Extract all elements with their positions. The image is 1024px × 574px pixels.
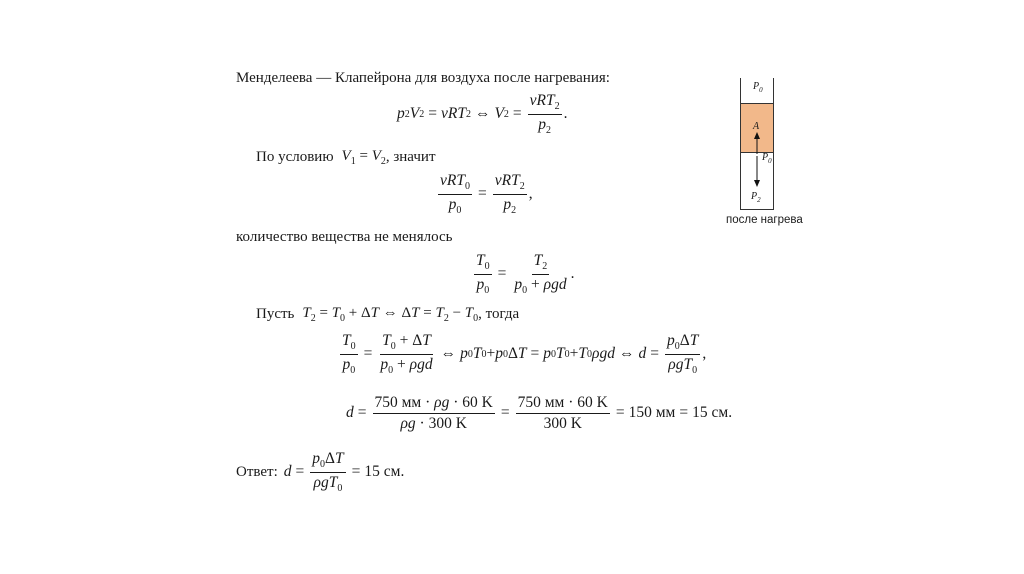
- value-p0: 750: [374, 394, 398, 411]
- unit-k-4: K: [570, 414, 582, 432]
- label-p2: $P_2$: [751, 191, 761, 204]
- answer-unit: см: [383, 463, 401, 481]
- plug-top-boundary: [740, 103, 774, 104]
- tube-wall-right: [773, 78, 774, 210]
- arrow-up-head: [754, 132, 760, 139]
- unit-mm-2: мм: [544, 394, 565, 411]
- value-dt: 60: [462, 394, 478, 411]
- unit-cm-1: см: [711, 404, 729, 422]
- answer-value: 15: [364, 463, 380, 481]
- equation-ratio: $\frac{\nu RT_0}{p_0}$ = $\frac{\nu RT_2}{p_2}$ ,: [440, 172, 533, 216]
- condition-line: По условию $V_1 = V_2$ , значит: [256, 148, 436, 167]
- answer-line: Ответ: d = $\frac{p_0\Delta T}{\rho gT_0}$ = 15 см .: [236, 450, 405, 494]
- diagram-caption: после нагрева: [726, 214, 803, 226]
- unit-k-3: K: [596, 394, 608, 411]
- intro-text: Менделеева — Клапейрона для воздуха после нагревания:: [236, 70, 610, 86]
- force-arrows: [750, 132, 764, 188]
- arrow-down-head: [754, 180, 760, 187]
- unit-k-1: K: [481, 394, 493, 411]
- label-p0-low: $P_0$: [762, 152, 772, 165]
- equation-numeric: d = $\frac{750 мм \cdot \rho g \cdot 60 K}{\rho g \cdot 300 K}$ = $\frac{750 мм \cdot 60 K}{300 K}$ = 150 мм = 15 см .: [346, 394, 733, 432]
- equation-derivation: $\frac{T_0}{p_0}$ = $\frac{T_0 + \Delta T}{p_0 + \rho gd}$ ⇔ p 0 T 0 + p 0 Δ T = p 0 T 0 + T 0 ρgd ⇔ d = $\frac{p_0\Delta T}{\rho gT_0}$ ,: [342, 332, 707, 376]
- label-a: A: [753, 121, 760, 132]
- condition-tail: , значит: [385, 149, 436, 165]
- let-text: Пусть: [256, 306, 295, 322]
- value-dt-2: 60: [577, 394, 593, 411]
- unit-k-2: K: [455, 414, 467, 432]
- value-p0-2: 750: [517, 394, 541, 411]
- tube-diagram: [740, 78, 774, 210]
- label-p0-top: $P_0$: [753, 81, 763, 94]
- unit-mm-3: мм: [655, 404, 676, 422]
- equation-state: p 2 V 2 = νRT 2 ⇔ V 2 = $\frac{\nu RT_2}{p_2}$ .: [397, 92, 568, 136]
- let-line: Пусть $T_2 = T_0 + \Delta T$ ⇔ $\Delta T = T_2 - T_0$ , тогда: [256, 305, 520, 324]
- answer-label: Ответ:: [236, 463, 278, 480]
- unit-mm-1: мм: [401, 394, 422, 411]
- equation-temperature: $\frac{T_0}{p_0}$ = $\frac{T_2}{p_0 + \rho gd}$ .: [476, 252, 575, 296]
- value-t0-2: 300: [543, 414, 567, 432]
- value-d-cm: 15: [692, 404, 708, 422]
- tube-bottom: [740, 209, 774, 210]
- value-d-mm: 150: [628, 404, 652, 422]
- value-t0: 300: [428, 414, 452, 432]
- condition-text: По условию: [256, 149, 334, 165]
- let-tail: , тогда: [478, 306, 520, 322]
- amount-text: количество вещества не менялось: [236, 229, 453, 245]
